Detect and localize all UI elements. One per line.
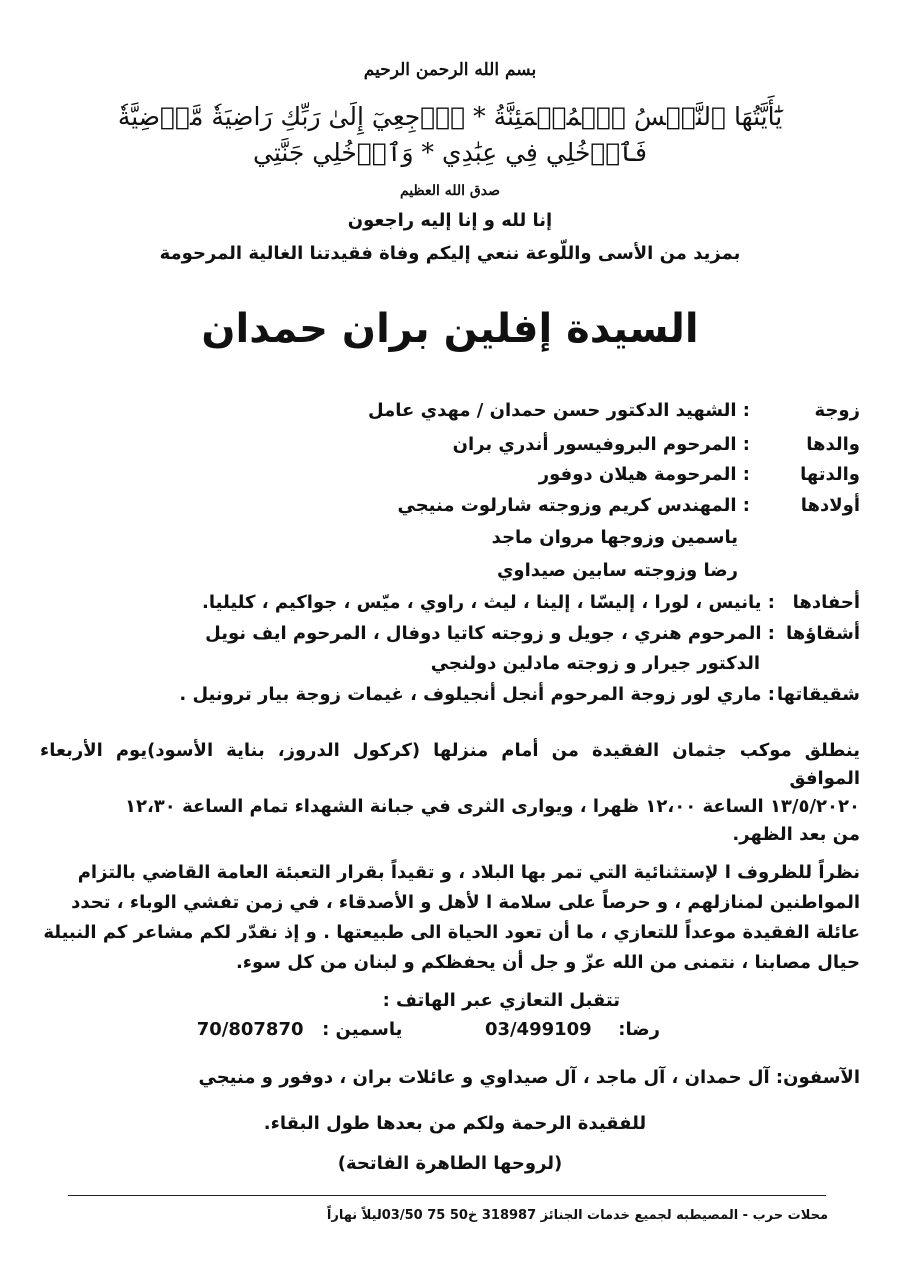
relative-value: : يانيس ، لورا ، إليسّا ، إلينا ، ليث ، راوي ، ميّس ، جواكيم ، كليليا. — [202, 592, 775, 613]
relative-row-children-3 — [40, 560, 860, 586]
footer-divider — [68, 1195, 826, 1196]
relative-row-brothers-2 — [40, 653, 860, 679]
relative-label: أحفادها — [792, 592, 860, 613]
relative-row-father — [40, 434, 860, 460]
condolence-line: المواطنين لمنازلهم ، و حرصاً على سلامة ا لأهل و الأصدقاء ، في زمن تفشي الوباء ، تحدد — [71, 892, 860, 913]
condolence-line: عائلة الفقيدة موعداً للتعازي ، ما أن تعود الحياة الى طبيعتها . و إذ نقدّر لكم مشاعر كم النبيلة — [43, 922, 860, 943]
relative-label: أشقاؤها — [785, 623, 860, 644]
condolence-paragraph — [40, 858, 860, 978]
mourners: الآسفون: آل حمدان ، آل ماجد ، آل صيداوي و عائلات بران ، دوفور و منيجي — [198, 1067, 860, 1088]
relative-row-husband — [40, 400, 860, 426]
relative-row-grandchildren — [40, 592, 860, 618]
relative-row-children — [40, 495, 860, 521]
deceased-name: السيدة إفلين بران حمدان — [201, 306, 699, 352]
closing-mercy: للفقيدة الرحمة ولكم من بعدها طول البقاء. — [263, 1113, 647, 1134]
condolence-line: نظراً للظروف ا لإستثنائية التي تمر بها البلاد ، و تقيداً بقرار التعبئة العامة القاضي بالتزام — [77, 862, 860, 883]
relative-value: : المرحوم البروفيسور أندري بران — [452, 434, 750, 455]
relative-value: : المرحومة هيلان دوفور — [538, 464, 750, 485]
quran-verse-line-1: يَٰٓأَيَّتُهَا ٱلنَّفۡسُ ٱلۡمُطۡمَئِنَّةُ * ٱرۡجِعِيٓ إِلَىٰ رَبِّكِ رَاضِيَةٗ مَّرۡضِيَّةٗ — [117, 102, 783, 131]
funeral-line: ١٣/٥/٢٠٢٠ الساعة ١٢،٠٠ ظهرا ، ويوارى الثرى في جبانة الشهداء تمام الساعة ١٢،٣٠ — [125, 796, 860, 817]
yasmine-phone: 70/807870 — [196, 1019, 304, 1040]
phone-contacts — [197, 1019, 660, 1040]
relative-value: : المرحوم هنري ، جويل و زوجته كاتيا دوفال ، المرحوم ايف نويل — [205, 623, 775, 644]
relative-row-children-2 — [40, 527, 860, 553]
funeral-line: من بعد الظهر. — [732, 824, 860, 845]
relative-row-mother — [40, 464, 860, 490]
rida-label: رضا: — [618, 1019, 660, 1040]
relative-row-brothers — [40, 623, 860, 649]
rida-phone: 03/499109 — [484, 1019, 592, 1040]
funeral-home-footer: محلات حرب - المصيطبه لجميع خدمات الجنائز 318987 خ50 75 03/50ليلاً نهاراً — [326, 1208, 828, 1223]
relative-value: رضا وزوجته سابين صيداوي — [496, 560, 738, 581]
relative-value: ياسمين وزوجها مروان ماجد — [491, 527, 738, 548]
phone-intro: تتقبل التعازي عبر الهاتف : — [382, 990, 620, 1011]
relative-label: زوجة — [814, 400, 860, 421]
relative-value: : الشهيد الدكتور حسن حمدان / مهدي عامل — [368, 400, 750, 421]
inna-lillah: إنا لله و إنا إليه راجعون — [347, 210, 553, 231]
yasmine-label: ياسمين : — [322, 1019, 403, 1040]
relative-label: أولادها — [800, 495, 860, 516]
relative-row-sisters — [40, 684, 860, 710]
relative-value: الدكتور جيرار و زوجته مادلين دولنجي — [430, 653, 760, 674]
quran-verse-line-2: فَٱدۡخُلِي فِي عِبَٰدِي * وَٱدۡخُلِي جَنَّتِي — [252, 138, 648, 167]
funeral-paragraph — [40, 737, 860, 849]
relative-label: والدها — [806, 434, 860, 455]
relative-value: : المهندس كريم وزوجته شارلوت منيجي — [397, 495, 750, 516]
sadaq-allah: صدق الله العظيم — [399, 183, 501, 199]
relative-label: شقيقاتها — [776, 684, 860, 705]
condolence-line: حيال مصابنا ، نتمنى من الله عزّ و جل أن يحفظكم و لبنان من كل سوء. — [235, 952, 860, 973]
closing-fatiha: (لروحها الطاهرة الفاتحة) — [337, 1153, 563, 1174]
relative-value: : ماري لور زوجة المرحوم أنجل أنجيلوف ، غيمات زوجة بيار ترونيل . — [179, 684, 775, 705]
basmala: بسم الله الرحمن الرحيم — [363, 60, 537, 80]
funeral-line: ينطلق موكب جثمان الفقيدة من أمام منزلها (كركول الدروز، بناية الأسود)يوم الأربعاء الموافق — [40, 740, 860, 789]
relative-label: والدتها — [800, 464, 860, 485]
death-announcement: بمزيد من الأسى واللّوعة ننعي إليكم وفاة فقيدتنا الغالية المرحومة — [159, 243, 741, 264]
